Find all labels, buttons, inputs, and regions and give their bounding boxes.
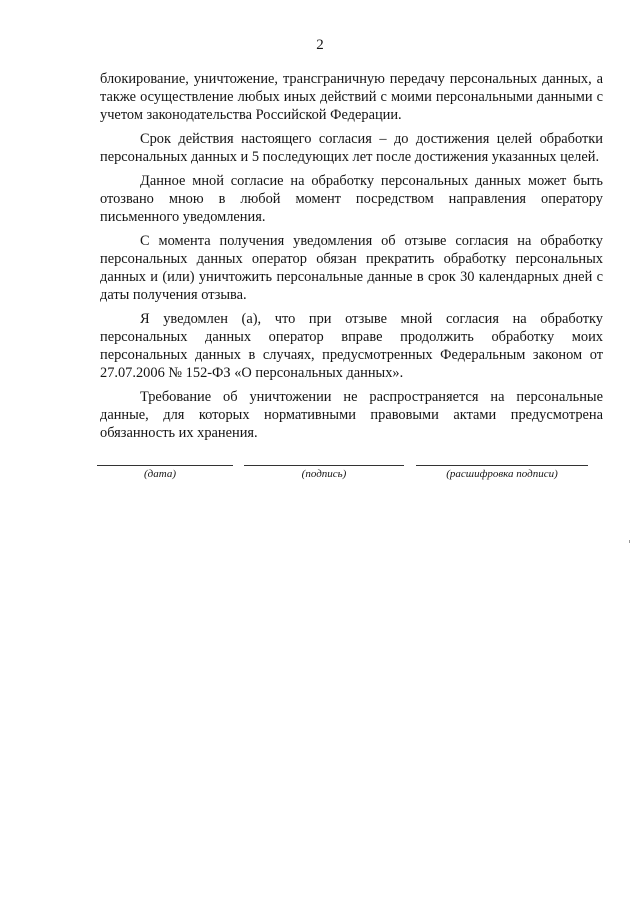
date-caption: (дата) [144, 468, 176, 480]
page-number: 2 [316, 37, 324, 53]
signature-line [244, 465, 404, 466]
paragraph-notification: Я уведомлен (а), что при отзыве мной согласия на обработку персональных данных оператор вправе продолжить обработку моих персональных данных в случаях, предусмотренных Федеральным законом от 27.07.2006 № 152-ФЗ «О персональных данных». [100, 311, 603, 381]
paragraph-processing-actions: блокирование, уничтожение, трансграничную передачу персональных данных, а также осуществление любых иных действий с моими персональными данными с учетом законодательства Российской Федерации. [100, 71, 603, 123]
date-line [97, 465, 233, 466]
paragraph-after-revocation: С момента получения уведомления об отзыве согласия на обработку персональных данных оператор обязан прекратить обработку персональных данных и (или) уничтожить персональные данные в срок 30 календарных дней с даты получения отзыва. [100, 233, 603, 303]
signature-transcript-caption: (расшифровка подписи) [446, 468, 558, 480]
paragraph-consent-revocation: Данное мной согласие на обработку персональных данных может быть отозвано мною в любой момент посредством направления оператору письменного уведомления. [100, 173, 603, 225]
paragraph-destruction-requirement: Требование об уничтожении не распространяется на персональные данные, для которых нормативными правовыми актами предусмотрена обязанность их хранения. [100, 389, 603, 441]
scan-speck [629, 540, 630, 543]
paragraph-consent-term: Срок действия настоящего согласия – до достижения целей обработки персональных данных и 5 последующих лет после достижения указанных целей. [100, 131, 603, 165]
document-body [100, 70, 603, 448]
signature-caption: (подпись) [301, 468, 347, 480]
signature-transcript-line [416, 465, 588, 466]
